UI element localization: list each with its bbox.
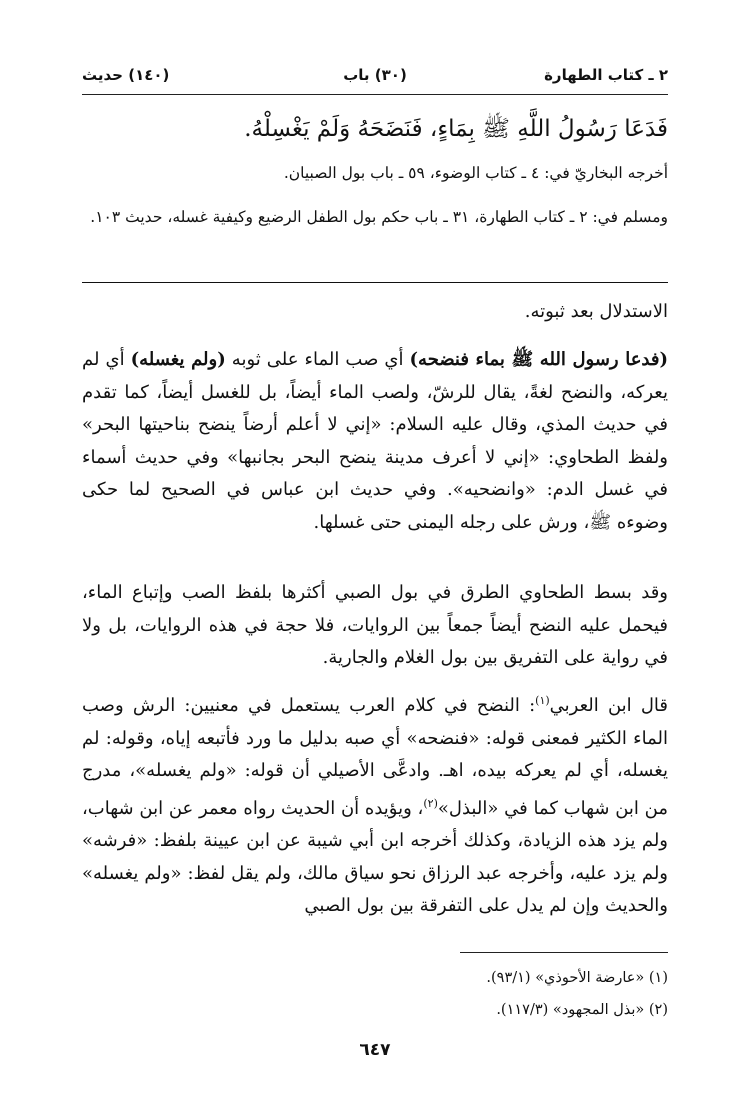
footnotes	[82, 962, 668, 1026]
header-divider	[82, 94, 668, 95]
commentary-paragraph-2	[82, 344, 668, 539]
header-chapter: (٣٠) باب	[343, 66, 407, 84]
footnote-divider	[460, 952, 668, 953]
header-book-title: ٢ ـ كتاب الطهارة	[544, 66, 668, 84]
quoted-phrase: (ولم يغسله)	[130, 349, 226, 370]
footnote-ref-2[interactable]: (٢)	[423, 796, 438, 810]
paragraph-text: ، ويؤيده أن الحديث رواه معمر عن ابن شهاب، ولم يزد هذه الزيادة، وكذلك أخرجه ابن أبي شيبة عن ابن عيينة بلفظ: «فرشه» ولم يزد عليه، وأخرجه عبد الرزاق نحو سياق مالك، ولم يقل لفظ: «ولم يغسله» والحديث وإن لم يدل على التفرقة بين بول الصبي	[82, 797, 668, 916]
header-hadith-number: (١٤٠) حديث	[82, 66, 170, 84]
footnote-ref-1[interactable]: (١)	[535, 694, 550, 707]
commentary-paragraph-1	[82, 296, 668, 329]
paragraph-text: قال ابن العربي	[549, 695, 668, 716]
commentary-paragraph-3	[82, 577, 668, 675]
takhrij-bukhari: أخرجه البخاريّ في: ٤ ـ كتاب الوضوء، ٥٩ ـ باب بول الصبيان.	[283, 164, 668, 182]
page-number: ٦٤٧	[359, 1040, 391, 1060]
footnote-2: (٢) «بذل المجهود» (١١٧/٣).	[496, 1002, 668, 1018]
takhrij-muslim: ومسلم في: ٢ ـ كتاب الطهارة، ٣١ ـ باب حكم بول الطفل الرضيع وكيفية غسله، حديث ١٠٣.	[90, 208, 668, 226]
paragraph-text: الاستدلال بعد ثبوته.	[524, 301, 668, 322]
paragraph-text: أي صب الماء على ثوبه	[225, 349, 410, 370]
paragraph-text: : النضح في كلام العرب يستعمل في معنيين: الرش وصب الماء الكثير فمعنى قوله: «فنضحه» أي صبه بدليل ما ورد فأتبعه إياه، وقوله: لم يغسله، أي لم يعركه بيده، اهـ. وادعَّى الأصيلي أن قوله: «ولم يغسله»، مدرج من ابن شهاب كما في «البذل»	[82, 695, 668, 819]
running-header	[82, 66, 668, 92]
footnote-1: (١) «عارضة الأحوذي» (٩٣/١).	[486, 970, 668, 986]
book-page	[82, 0, 668, 1099]
quoted-phrase: (فدعا رسول الله ﷺ بماء فنضحه)	[409, 349, 669, 370]
commentary-paragraph-4	[82, 685, 668, 923]
hadith-text: فَدَعَا رَسُولُ اللَّهِ ﷺ بِمَاءٍ، فَنَضَحَهُ وَلَمْ يَغْسِلْهُ.	[244, 116, 668, 142]
paragraph-text: وقد بسط الطحاوي الطرق في بول الصبي أكثرها بلفظ الصب وإتباع الماء، فيحمل عليه النضح أيضاً جمعاً بين الروايات، فلا حجة في هذه الروايات، بل ولا في رواية على التفريق بين بول الغلام والجارية.	[82, 582, 668, 668]
paragraph-text: أي لم يعركه، والنضح لغةً، يقال للرشّ، ولصب الماء أيضاً، بل للغسل أيضاً، كما تقدم في حديث المذي، وقال عليه السلام: «إني لا أعلم أرضاً ينضح بناحيتها البحر» ولفظ الطحاوي: «إني لا أعرف مدينة ينضح البحر بجانبها» وفي حديث أسماء في غسل الدم: «وانضحيه». وفي حديث ابن عباس في الصحيح لما حكى وضوءه ﷺ، ورش على رجله اليمنى حتى غسلها.	[82, 349, 668, 533]
section-divider	[82, 282, 668, 283]
